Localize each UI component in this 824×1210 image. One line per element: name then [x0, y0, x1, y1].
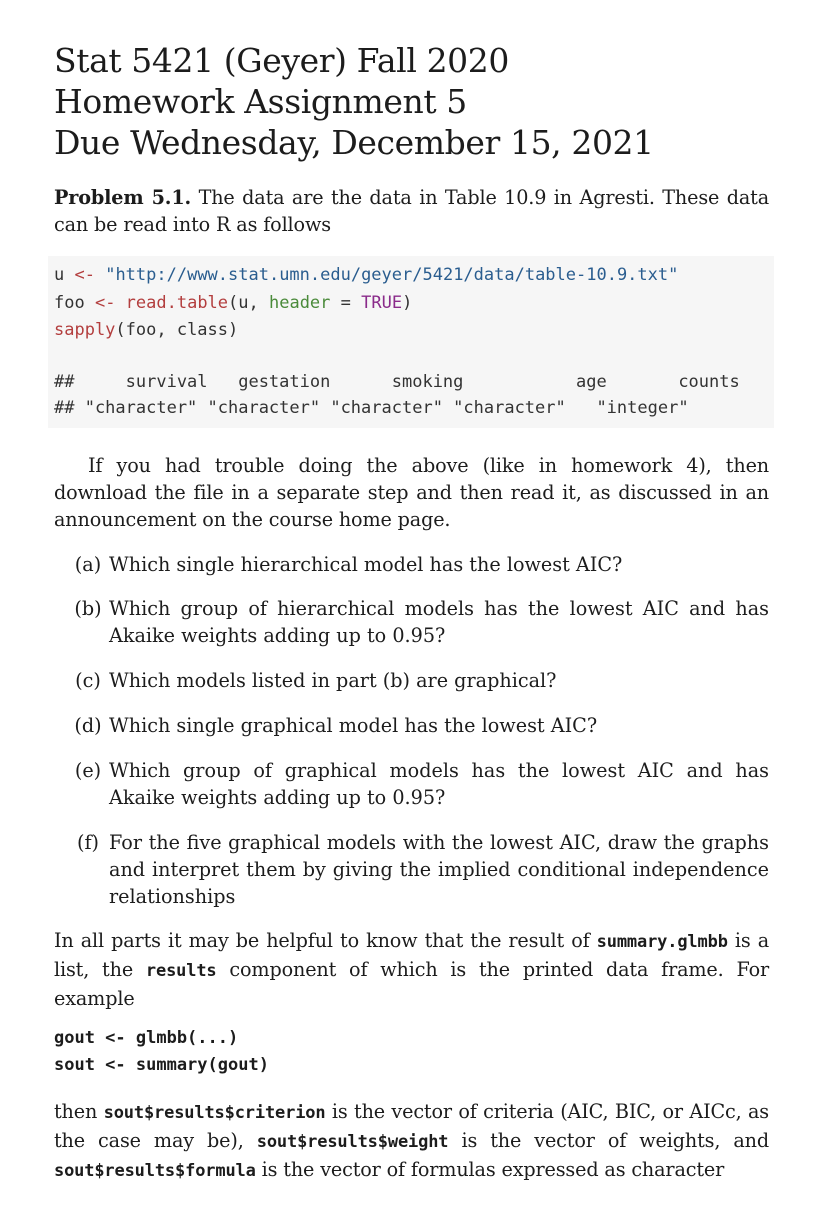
- inline-code: results: [145, 961, 217, 981]
- url-string: "http://www.stat.umn.edu/geyer/5421/data/table-10.9.txt": [105, 265, 679, 285]
- output-line-2: ## "character" "character" "character" "character" "integer": [54, 398, 689, 418]
- problem-intro-text: The data are the data in Table 10.9 in Agresti. These data can be read into R as follows: [54, 186, 770, 236]
- problem-intro: [54, 184, 769, 238]
- code-line-1: u <- "http://www.stat.umn.edu/geyer/5421/data/table-10.9.txt": [54, 265, 679, 285]
- allparts-paragraph: In all parts it may be helpful to know that the result of summary.glmbb is a list, the results component of which is the printed data frame. For example: [54, 929, 769, 1010]
- code-line-2: foo <- read.table(u, header = TRUE): [54, 293, 413, 313]
- output-line-1: ## survival gestation smoking age counts: [54, 372, 740, 392]
- inline-code: summary.glmbb: [596, 932, 728, 952]
- code-line-3: sapply(foo, class): [54, 320, 239, 340]
- problem-label: Problem 5.1.: [54, 186, 192, 209]
- document-header: [54, 40, 769, 163]
- example-code-line-2: sout <- summary(gout): [54, 1055, 269, 1075]
- then-paragraph: then sout$results$criterion is the vector of criteria (AIC, BIC, or AICc, as the case may be), sout$results$weight is the vector of weights, and sout$results$formula is the vector of formulas expressed as character: [54, 1100, 769, 1181]
- inline-code: sout$results$criterion: [103, 1103, 326, 1123]
- inline-code: sout$results$formula: [54, 1161, 256, 1181]
- trouble-paragraph: If you had trouble doing the above (like in homework 4), then download the file in a separate step and then read it, as discussed in an announcement on the course home page.: [54, 454, 769, 531]
- inline-code: sout$results$weight: [256, 1132, 449, 1152]
- assignment-title: Homework Assignment 5: [54, 82, 467, 121]
- example-code-line-1: gout <- glmbb(...): [54, 1028, 239, 1048]
- due-date: Due Wednesday, December 15, 2021: [54, 123, 654, 162]
- course-title: Stat 5421 (Geyer) Fall 2020: [54, 41, 509, 80]
